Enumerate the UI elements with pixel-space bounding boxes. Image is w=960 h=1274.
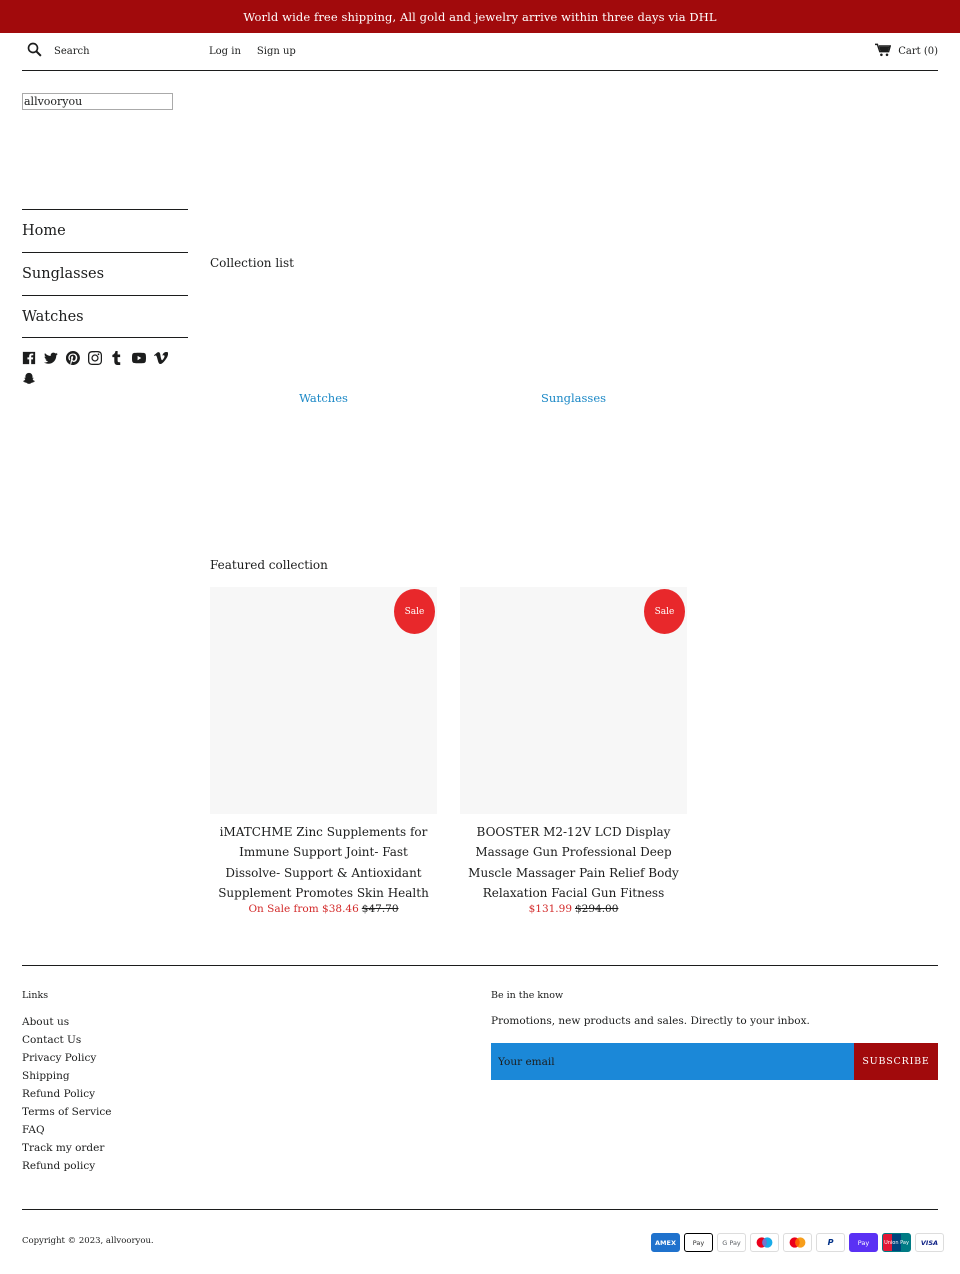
featured-collection-title: Featured collection — [210, 558, 328, 572]
footer-divider — [22, 965, 938, 966]
footer-link[interactable]: Terms of Service — [22, 1106, 112, 1118]
paypal-icon: P — [816, 1233, 845, 1252]
footer-link[interactable]: Refund policy — [22, 1160, 96, 1172]
footer-links — [22, 1013, 111, 1175]
product-card[interactable] — [210, 587, 437, 915]
footer-link[interactable]: FAQ — [22, 1124, 45, 1136]
login-link[interactable]: Log in — [209, 46, 241, 57]
amex-icon: AMEX — [651, 1233, 680, 1252]
newsletter-form — [491, 1043, 938, 1080]
sidebar-nav — [22, 209, 188, 338]
pinterest-icon[interactable] — [66, 351, 80, 365]
signup-link[interactable]: Sign up — [256, 46, 296, 57]
collection-link-sunglasses[interactable]: Sunglasses — [540, 391, 607, 405]
compare-price: $294.00 — [575, 903, 619, 916]
union-pay-icon: Union Pay — [882, 1233, 911, 1252]
product-price — [210, 903, 437, 915]
footer-link[interactable]: Track my order — [22, 1142, 105, 1154]
facebook-icon[interactable] — [22, 351, 36, 365]
product-image[interactable] — [460, 587, 687, 814]
snapchat-icon[interactable] — [22, 372, 36, 386]
tumblr-icon[interactable] — [110, 351, 124, 365]
youtube-icon[interactable] — [132, 351, 146, 365]
product-title[interactable]: iMATCHME Zinc Supplements for Immune Support Joint- Fast Dissolve- Support & Antioxidant Supplement Promotes Skin Health — [218, 825, 429, 900]
product-title[interactable]: BOOSTER M2-12V LCD Display Massage Gun Professional Deep Muscle Massager Pain Relief Body Relaxation Facial Gun Fitness — [468, 825, 679, 900]
sale-badge: Sale — [644, 589, 685, 634]
apple-pay-icon: Pay — [684, 1233, 713, 1252]
footer-link[interactable]: Privacy Policy — [22, 1052, 97, 1064]
search-icon[interactable] — [22, 42, 42, 61]
instagram-icon[interactable] — [88, 351, 102, 365]
payment-icons — [651, 1233, 944, 1252]
copyright: Copyright © 2023, allvooryou. — [22, 1236, 154, 1246]
newsletter-text: Promotions, new products and sales. Directly to your inbox. — [491, 1015, 810, 1027]
footer-links-title: Links — [22, 990, 49, 1001]
footer-link[interactable]: Contact Us — [22, 1034, 82, 1046]
twitter-icon[interactable] — [44, 351, 58, 365]
product-price — [460, 903, 687, 915]
sale-price: On Sale from $38.46 — [248, 903, 359, 916]
newsletter-title: Be in the know — [491, 990, 564, 1001]
collection-list-title: Collection list — [210, 256, 294, 270]
sidebar-item-sunglasses[interactable]: Sunglasses — [22, 252, 188, 295]
google-pay-icon: G Pay — [717, 1233, 746, 1252]
email-field[interactable] — [491, 1043, 854, 1080]
search-form — [22, 33, 202, 71]
footer-link[interactable]: Shipping — [22, 1070, 70, 1082]
search-input[interactable] — [54, 46, 184, 57]
cart-icon — [875, 43, 898, 60]
compare-price: $47.70 — [361, 903, 399, 916]
visa-icon: VISA — [915, 1233, 944, 1252]
footer-link[interactable]: Refund Policy — [22, 1088, 96, 1100]
cart-link[interactable] — [875, 43, 938, 60]
subscribe-button[interactable]: SUBSCRIBE — [854, 1043, 938, 1080]
sale-badge: Sale — [394, 589, 435, 634]
shop-pay-icon: Pay — [849, 1233, 878, 1252]
cart-label: Cart (0) — [898, 46, 938, 57]
sale-price: $131.99 — [528, 903, 572, 916]
footer-divider — [22, 1209, 938, 1210]
account-links — [209, 46, 296, 57]
header-bar — [22, 33, 938, 71]
site-logo[interactable]: allvooryou — [22, 93, 173, 110]
sidebar-item-home[interactable]: Home — [22, 209, 188, 252]
product-card[interactable] — [460, 587, 687, 915]
maestro-icon — [750, 1233, 779, 1252]
vimeo-icon[interactable] — [154, 351, 168, 365]
announcement-bar: World wide free shipping, All gold and jewelry arrive within three days via DHL — [0, 0, 960, 33]
footer-link[interactable]: About us — [22, 1016, 70, 1028]
mastercard-icon — [783, 1233, 812, 1252]
sidebar-item-watches[interactable]: Watches — [22, 295, 188, 338]
collection-link-watches[interactable]: Watches — [299, 391, 348, 405]
social-links — [22, 351, 182, 386]
product-image[interactable] — [210, 587, 437, 814]
